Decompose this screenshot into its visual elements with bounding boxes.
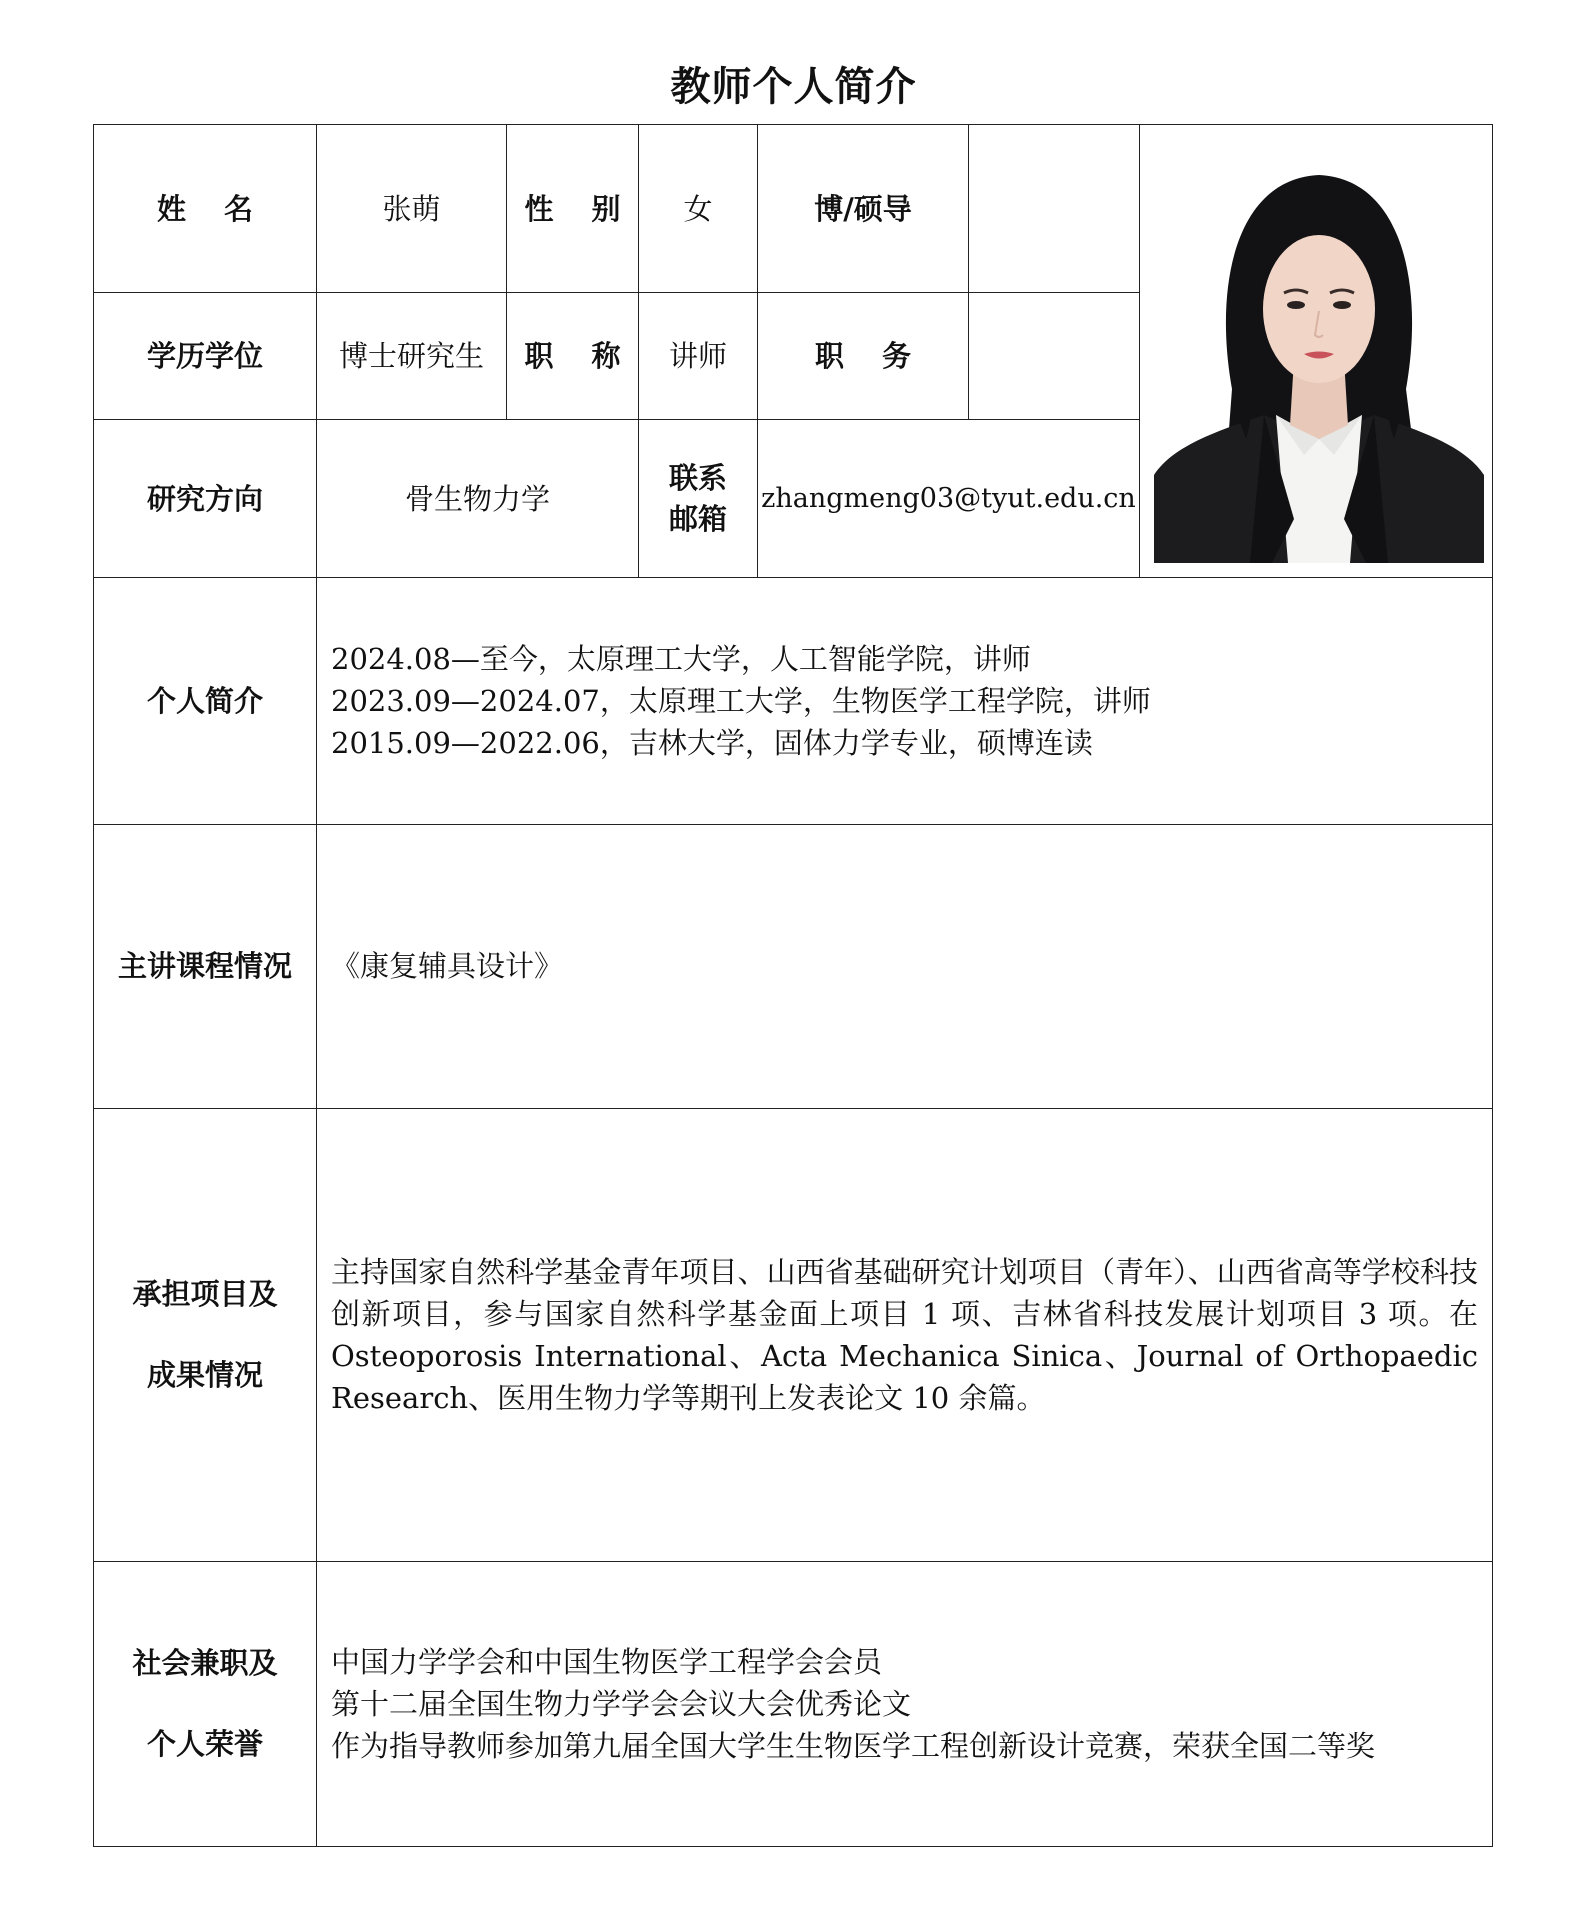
advisor-label: 博/硕导 <box>758 125 969 293</box>
title-value: 讲师 <box>639 293 758 420</box>
page-title: 教师个人简介 <box>670 64 917 110</box>
title-label: 职 称 <box>507 293 639 420</box>
row-bio <box>94 578 1493 825</box>
bio-content <box>317 578 1493 825</box>
honors-label-line1: 社会兼职及 <box>132 1645 278 1680</box>
projects-label-line1: 承担项目及 <box>132 1276 278 1311</box>
honor-item: 作为指导教师参加第九届全国大学生生物医学工程创新设计竞赛，荣获全国二等奖 <box>331 1729 1376 1764</box>
email-label-line1: 联系 <box>668 460 727 495</box>
honors-label-line2: 个人荣誉 <box>146 1727 263 1761</box>
projects-text: 主持国家自然科学基金青年项目、山西省基础研究计划项目（青年）、山西省高等学校科技创新项目，参与国家自然科学基金面上项目 1 项、吉林省科技发展计划项目 3 项。在 Osteoporosis International、Acta Mechanica Sinica、Journal of Orthopaedic Research、医用生物力学等期刊上发表论文 10 余篇。 <box>331 1254 1478 1416</box>
research-label: 研究方向 <box>94 420 317 578</box>
position-value <box>969 293 1140 420</box>
row-name <box>94 125 1493 293</box>
position-label: 职 务 <box>758 293 969 420</box>
research-value: 骨生物力学 <box>317 420 639 578</box>
email-label-line2: 邮箱 <box>668 501 727 536</box>
gender-value: 女 <box>639 125 758 293</box>
bio-line: 2023.09—2024.07，太原理工大学，生物医学工程学院，讲师 <box>331 683 1151 718</box>
profile-table <box>93 124 1493 1847</box>
projects-content <box>317 1109 1493 1562</box>
gender-label: 性 别 <box>507 125 639 293</box>
name-value: 张萌 <box>317 125 507 293</box>
row-honors <box>94 1562 1493 1847</box>
bio-line: 2015.09—2022.06，吉林大学，固体力学专业，硕博连读 <box>331 726 1093 761</box>
degree-label: 学历学位 <box>94 293 317 420</box>
email-label <box>639 420 758 578</box>
honor-item: 中国力学学会和中国生物医学工程学会会员 <box>331 1644 883 1679</box>
photo-cell <box>1140 125 1493 578</box>
email-value: zhangmeng03@tyut.edu.cn <box>758 420 1140 578</box>
courses-value: 《康复辅具设计》 <box>317 825 1493 1109</box>
portrait-image <box>1154 139 1484 563</box>
name-label: 姓 名 <box>94 125 317 293</box>
projects-label-line2: 成果情况 <box>146 1358 263 1392</box>
row-courses <box>94 825 1493 1109</box>
projects-label <box>94 1109 317 1562</box>
courses-label: 主讲课程情况 <box>94 825 317 1109</box>
honors-content <box>317 1562 1493 1847</box>
honors-label <box>94 1562 317 1847</box>
bio-label: 个人简介 <box>94 578 317 825</box>
row-projects <box>94 1109 1493 1562</box>
bio-line: 2024.08—至今，太原理工大学，人工智能学院，讲师 <box>331 641 1031 676</box>
profile-photo <box>1154 139 1484 563</box>
honor-item: 第十二届全国生物力学学会会议大会优秀论文 <box>331 1686 912 1721</box>
advisor-value <box>969 125 1140 293</box>
degree-value: 博士研究生 <box>317 293 507 420</box>
